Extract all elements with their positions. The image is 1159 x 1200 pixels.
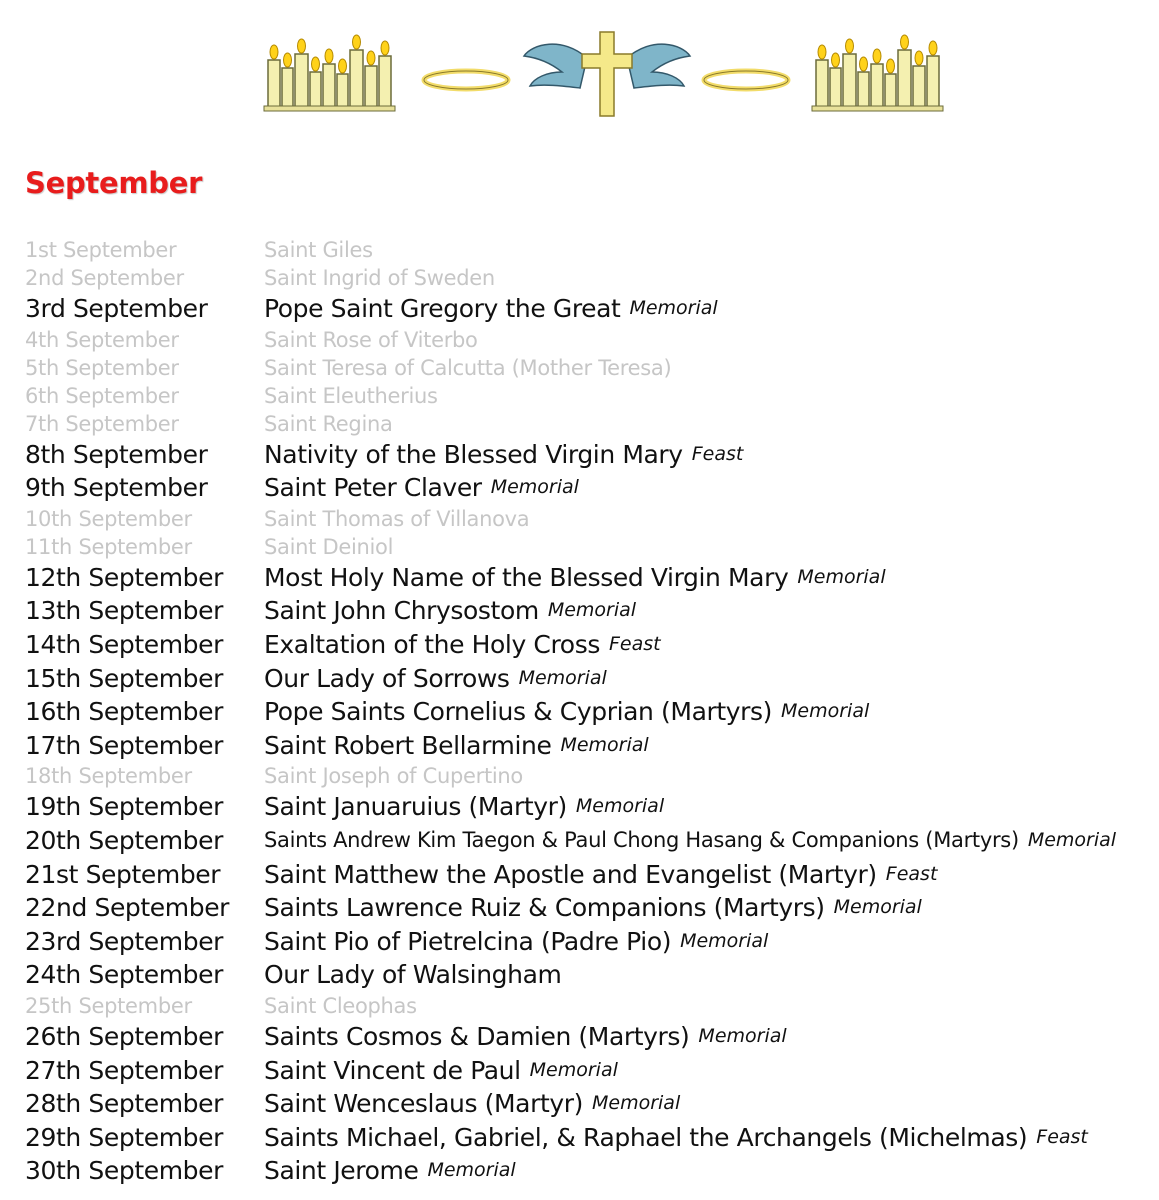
list-item <box>25 958 1159 992</box>
feast-rank: Memorial <box>680 929 769 952</box>
feast-date: 25th September <box>25 993 192 1018</box>
feast-rank: Memorial <box>833 896 922 919</box>
saint-name: Most Holy Name of the Blessed Virgin Mary <box>264 562 789 592</box>
feast-date: 14th September <box>25 629 223 659</box>
saint-name: Pope Saints Cornelius & Cyprian (Martyrs) <box>264 697 773 727</box>
feast-day-list <box>25 236 1159 1188</box>
list-item <box>25 858 1159 892</box>
feast-rank: Memorial <box>698 1024 787 1047</box>
list-item <box>25 561 1159 595</box>
feast-date: 28th September <box>25 1089 223 1119</box>
list-item <box>25 762 1159 790</box>
feast-rank: Memorial <box>529 1058 618 1081</box>
saint-name: Saint Jerome <box>264 1156 419 1186</box>
feast-date: 19th September <box>25 792 223 822</box>
saint-name: Saint Thomas of Villanova <box>264 506 530 531</box>
feast-date: 26th September <box>25 1021 223 1051</box>
saint-name: Saint Joseph of Cupertino <box>264 764 523 789</box>
list-item <box>25 1054 1159 1088</box>
saint-name: Saint Peter Claver <box>264 473 482 503</box>
list-item <box>25 382 1159 410</box>
list-item <box>25 471 1159 505</box>
feast-date: 15th September <box>25 663 223 693</box>
feast-date: 12th September <box>25 562 223 592</box>
feast-rank: Feast <box>691 442 744 465</box>
saint-name: Saint Regina <box>264 411 393 436</box>
feast-rank: Memorial <box>518 666 607 689</box>
feast-date: 24th September <box>25 960 223 990</box>
feast-rank: Memorial <box>781 700 870 723</box>
saint-name: Saints Michael, Gabriel, & Raphael the Archangels (Michelmas) <box>264 1122 1028 1152</box>
feast-date: 3rd September <box>25 294 208 323</box>
list-item <box>25 236 1159 264</box>
list-item <box>25 505 1159 533</box>
feast-rank: Memorial <box>1027 828 1117 851</box>
list-item <box>25 662 1159 696</box>
list-item <box>25 594 1159 628</box>
decorative-banner <box>262 28 952 120</box>
feast-date: 23rd September <box>25 926 224 956</box>
feast-date: 5th September <box>25 355 179 380</box>
saint-name: Saints Cosmos & Damien (Martyrs) <box>264 1021 690 1051</box>
saint-name: Saint Ingrid of Sweden <box>264 266 495 290</box>
list-item <box>25 824 1159 858</box>
feast-date: 30th September <box>25 1156 223 1186</box>
feast-rank: Memorial <box>560 733 649 756</box>
feast-date: 20th September <box>25 825 223 855</box>
feast-date: 8th September <box>25 439 208 469</box>
feast-rank: Memorial <box>427 1159 516 1182</box>
saint-name: Saint Giles <box>264 238 373 262</box>
feast-date: 27th September <box>25 1055 223 1085</box>
saint-name: Saint Rose of Viterbo <box>264 327 478 352</box>
saint-name: Saint John Chrysostom <box>264 596 539 626</box>
saint-name: Saint Januaruius (Martyr) <box>264 792 567 822</box>
feast-rank: Memorial <box>490 476 579 499</box>
list-item <box>25 264 1159 292</box>
feast-rank: Feast <box>1036 1125 1088 1148</box>
feast-date: 4th September <box>25 327 179 352</box>
list-item <box>25 410 1159 438</box>
feast-date: 6th September <box>25 383 179 408</box>
saint-name: Saint Eleutherius <box>264 383 438 408</box>
saint-name: Saint Pio of Pietrelcina (Padre Pio) <box>264 926 672 956</box>
feast-rank: Feast <box>885 862 938 885</box>
winged-cross-icon <box>524 32 690 116</box>
feast-rank: Memorial <box>797 565 886 588</box>
feast-date: 2nd September <box>25 266 184 290</box>
saint-name: Nativity of the Blessed Virgin Mary <box>264 439 683 469</box>
list-item <box>25 292 1159 326</box>
list-item <box>25 695 1159 729</box>
list-item <box>25 925 1159 959</box>
saint-name: Saint Vincent de Paul <box>264 1055 521 1085</box>
saint-name: Pope Saint Gregory the Great <box>264 294 621 323</box>
page-title: September <box>25 166 203 200</box>
saint-name: Saint Matthew the Apostle and Evangelist (Martyr) <box>264 859 877 889</box>
list-item <box>25 354 1159 382</box>
feast-rank: Memorial <box>592 1092 681 1115</box>
candles-icon <box>264 35 395 111</box>
feast-date: 21st September <box>25 859 221 889</box>
list-item <box>25 438 1159 472</box>
feast-date: 1st September <box>25 238 177 262</box>
feast-rank: Memorial <box>629 297 718 319</box>
feast-date: 13th September <box>25 596 223 626</box>
feast-date: 9th September <box>25 473 208 503</box>
saint-name: Our Lady of Walsingham <box>264 960 562 990</box>
saint-name: Saint Teresa of Calcutta (Mother Teresa) <box>264 355 672 380</box>
saint-name: Our Lady of Sorrows <box>264 663 510 693</box>
list-item <box>25 326 1159 354</box>
feast-date: 17th September <box>25 730 223 760</box>
feast-rank: Feast <box>608 632 661 655</box>
saint-name: Saint Cleophas <box>264 993 417 1018</box>
list-item <box>25 1121 1159 1155</box>
feast-date: 18th September <box>25 764 192 789</box>
list-item <box>25 628 1159 662</box>
saint-name: Saint Wenceslaus (Martyr) <box>264 1089 583 1119</box>
list-item <box>25 790 1159 824</box>
feast-date: 22nd September <box>25 893 230 923</box>
list-item <box>25 1020 1159 1054</box>
list-item <box>25 1154 1159 1188</box>
list-item <box>25 891 1159 925</box>
candles-icon <box>812 35 943 111</box>
saint-name: Saints Lawrence Ruiz & Companions (Martyrs) <box>264 893 825 923</box>
list-item <box>25 1087 1159 1121</box>
saint-name: Exaltation of the Holy Cross <box>264 629 600 659</box>
saint-name: Saints Andrew Kim Taegon & Paul Chong Hasang & Companions (Martyrs) <box>264 827 1019 852</box>
feast-date: 7th September <box>25 411 179 436</box>
feast-rank: Memorial <box>575 795 665 818</box>
feast-date: 10th September <box>25 506 192 531</box>
feast-date: 11th September <box>25 534 192 559</box>
list-item <box>25 533 1159 561</box>
saint-name: Saint Deiniol <box>264 534 394 559</box>
list-item <box>25 992 1159 1020</box>
feast-date: 29th September <box>25 1122 223 1152</box>
feast-date: 16th September <box>25 697 223 727</box>
saint-name: Saint Robert Bellarmine <box>264 730 552 760</box>
feast-rank: Memorial <box>547 599 637 622</box>
list-item <box>25 729 1159 763</box>
